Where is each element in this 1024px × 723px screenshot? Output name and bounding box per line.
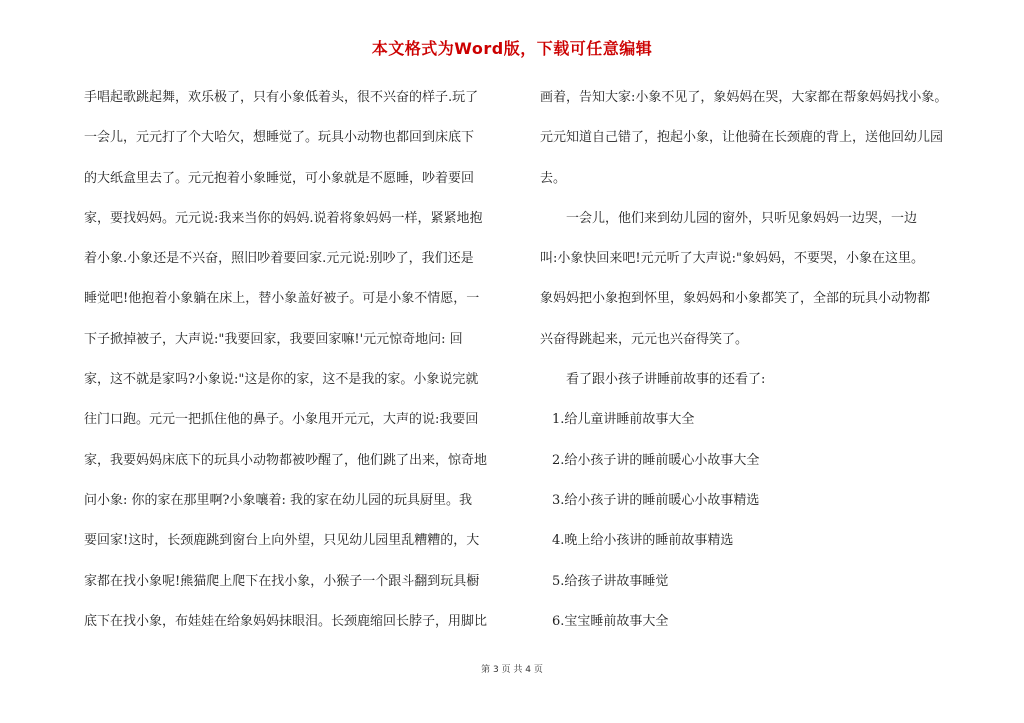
paragraph-line: 家都在找小象呢!熊猫爬上爬下在找小象，小猴子一个跟斗翻到玩具橱 [84,573,480,589]
paragraph-line: 元元知道自己错了，抱起小象，让他骑在长颈鹿的背上，送他回幼儿园 [540,130,944,146]
paragraph-line: 要回家!这时，长颈鹿跳到窗台上向外望，只见幼儿园里乱糟糟的，大 [84,533,480,549]
paragraph-line: 家，我要妈妈床底下的玩具小动物都被吵醒了，他们跳了出来，惊奇地 [84,452,488,468]
left-text-column [84,78,502,642]
paragraph-line: 去。 [540,170,567,186]
paragraph-line: 问小象: 你的家在那里啊?小象嚷着: 我的家在幼儿园的玩具厨里。我 [84,492,472,508]
paragraph-line: 一会儿，他们来到幼儿园的窗外，只听见象妈妈一边哭，一边 [540,210,918,226]
related-stories-list [540,400,978,642]
related-story-link[interactable]: 4.晚上给小孩讲的睡前故事精选 [552,533,734,549]
document-header: 本文格式为Word版，下载可任意编辑 [371,39,653,58]
related-stories-heading: 看了跟小孩子讲睡前故事的还看了: [540,372,766,388]
related-story-link[interactable]: 2.给小孩子讲的睡前暖心小故事大全 [552,452,760,468]
paragraph-line: 手唱起歌跳起舞，欢乐极了，只有小象低着头，很不兴奋的样子.玩了 [84,90,479,105]
paragraph-line: 家，这不就是家吗?小象说:"这是你的家，这不是我的家。小象说完就 [84,372,479,388]
page-number: 第 3 页 共 4 页 [481,665,543,675]
paragraph-line: 象妈妈把小象抱到怀里，象妈妈和小象都笑了，全部的玩具小动物都 [540,291,931,307]
paragraph-line: 一会儿，元元打了个大哈欠，想睡觉了。玩具小动物也都回到床底下 [84,130,475,146]
paragraph-line: 家，要找妈妈。元元说:我来当你的妈妈.说着将象妈妈一样，紧紧地抱 [84,210,483,226]
paragraph-line: 着小象.小象还是不兴奋，照旧吵着要回家.元元说:别吵了，我们还是 [84,251,474,267]
paragraph-line: 下子掀掉被子，大声说:"我要回家，我要回家嘛!'元元惊奇地问: 回 [84,331,463,347]
related-story-link[interactable]: 6.宝宝睡前故事大全 [552,613,669,629]
paragraph-line: 的大纸盒里去了。元元抱着小象睡觉，可小象就是不愿睡，吵着要回 [84,170,475,186]
related-story-link[interactable]: 3.给小孩子讲的睡前暖心小故事精选 [552,492,760,508]
paragraph-line: 画着，告知大家:小象不见了，象妈妈在哭，大家都在帮象妈妈找小象。 [540,90,948,105]
paragraph-line: 兴奋得跳起来，元元也兴奋得笑了。 [540,331,749,347]
paragraph-line: 底下在找小象，布娃娃在给象妈妈抹眼泪。长颈鹿缩回长脖子，用脚比 [84,613,488,629]
right-text-column [540,78,978,642]
related-story-link[interactable]: 5.给孩子讲故事睡觉 [552,573,669,589]
related-story-link[interactable]: 1.给儿童讲睡前故事大全 [552,412,695,428]
paragraph-line: 往门口跑。元元一把抓住他的鼻子。小象甩开元元，大声的说:我要回 [84,412,479,428]
paragraph-line: 叫:小象快回来吧!元元听了大声说:"象妈妈，不要哭，小象在这里。 [540,251,924,267]
paragraph-line: 睡觉吧!他抱着小象躺在床上，替小象盖好被子。可是小象不情愿，一 [84,291,480,307]
